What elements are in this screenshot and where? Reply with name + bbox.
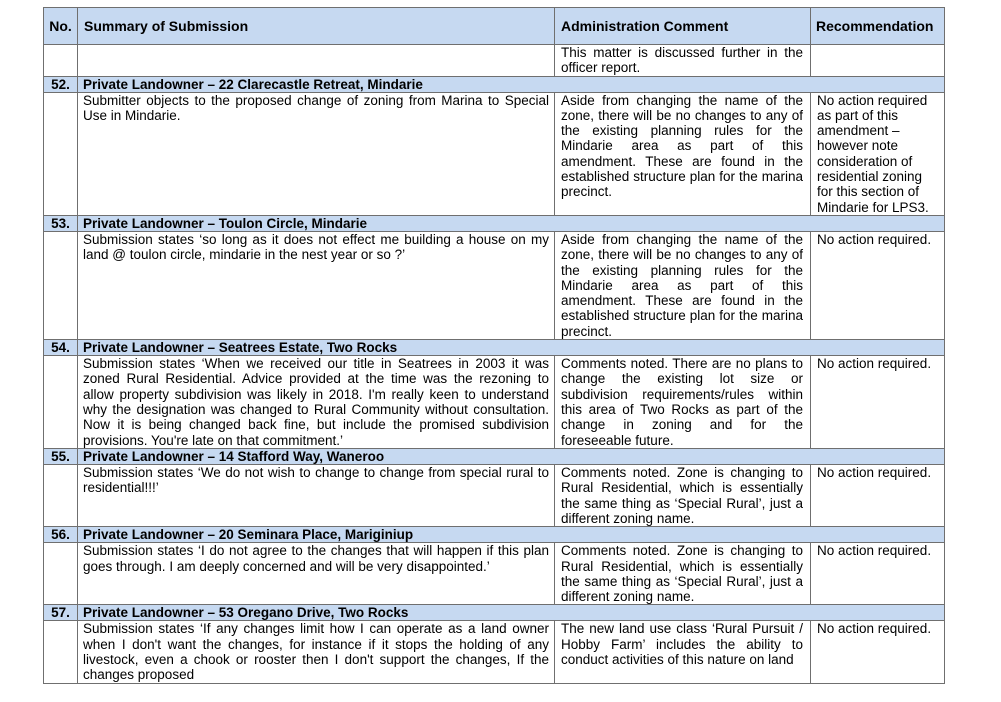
submission-table-page bbox=[43, 7, 944, 684]
entry-number: 57. bbox=[44, 605, 78, 621]
entry-body-row bbox=[44, 465, 945, 527]
entry-title-row bbox=[44, 449, 945, 465]
continuation-summary bbox=[78, 45, 555, 77]
continuation-row bbox=[44, 45, 945, 77]
entry-body-row bbox=[44, 356, 945, 449]
entry-num-cell bbox=[44, 356, 78, 449]
table-header-row bbox=[44, 8, 945, 45]
continuation-recommendation bbox=[811, 45, 945, 77]
entry-summary: Submission states ‘I do not agree to the changes that will happen if this plan goes through. I am deeply concerned and will be very disappointed.’ bbox=[78, 543, 555, 605]
entry-body-row bbox=[44, 543, 945, 605]
entry-recommendation: No action required. bbox=[811, 231, 945, 339]
entry-admin-comment: Aside from changing the name of the zone, there will be no changes to any of the existing planning rules for the Mindarie area as part of this amendment. These are found in the established structure plan for the marina precinct. bbox=[555, 231, 811, 339]
entry-summary: Submission states ‘When we received our title in Seatrees in 2003 it was zoned Rural Residential. Advice provided at the time was the rezoning to allow property subdivision was likely in 2018. I'm really keen to understand why the designation was changed to Rural Community without consultation. Now it is being changed back fine, but include the promised subdivision provisions. You're late on that commitment.’ bbox=[78, 356, 555, 449]
entry-admin-comment: Comments noted. There are no plans to change the existing lot size or subdivision requirements/rules within this area of Two Rocks as part of the change in zoning and for the foreseeable future. bbox=[555, 356, 811, 449]
entry-recommendation: No action required as part of this amendment – however note consideration of residential zoning for this section of Mindarie for LPS3. bbox=[811, 92, 945, 215]
entry-summary: Submitter objects to the proposed change of zoning from Marina to Special Use in Mindarie. bbox=[78, 92, 555, 215]
entry-body-row bbox=[44, 92, 945, 215]
entry-title-row bbox=[44, 605, 945, 621]
entry-num-cell bbox=[44, 92, 78, 215]
header-no: No. bbox=[44, 8, 78, 45]
entry-recommendation: No action required. bbox=[811, 356, 945, 449]
entry-recommendation: No action required. bbox=[811, 543, 945, 605]
entry-summary: Submission states ‘so long as it does not effect me building a house on my land @ toulon circle, mindarie in the nest year or so ?’ bbox=[78, 231, 555, 339]
entry-num-cell bbox=[44, 543, 78, 605]
entry-num-cell bbox=[44, 465, 78, 527]
entry-title: Private Landowner – Toulon Circle, Mindarie bbox=[78, 215, 945, 231]
entry-number: 56. bbox=[44, 527, 78, 543]
entry-title: Private Landowner – Seatrees Estate, Two Rocks bbox=[78, 340, 945, 356]
header-summary: Summary of Submission bbox=[78, 8, 555, 45]
entry-summary: Submission states ‘We do not wish to change to change from special rural to residential!!!’ bbox=[78, 465, 555, 527]
entry-title-row bbox=[44, 527, 945, 543]
entry-body-row bbox=[44, 621, 945, 683]
continuation-admin: This matter is discussed further in the officer report. bbox=[555, 45, 811, 77]
entry-num-cell bbox=[44, 621, 78, 683]
entry-admin-comment: Aside from changing the name of the zone, there will be no changes to any of the existing planning rules for the Mindarie area as part of this amendment. These are found in the established structure plan for the marina precinct. bbox=[555, 92, 811, 215]
entry-title-row bbox=[44, 215, 945, 231]
entry-title: Private Landowner – 22 Clarecastle Retreat, Mindarie bbox=[78, 76, 945, 92]
entry-number: 53. bbox=[44, 215, 78, 231]
entry-title: Private Landowner – 53 Oregano Drive, Two Rocks bbox=[78, 605, 945, 621]
entry-recommendation: No action required. bbox=[811, 465, 945, 527]
entry-number: 52. bbox=[44, 76, 78, 92]
entry-recommendation: No action required. bbox=[811, 621, 945, 683]
header-admin-comment: Administration Comment bbox=[555, 8, 811, 45]
submissions-table bbox=[43, 7, 945, 684]
entry-title: Private Landowner – 14 Stafford Way, Waneroo bbox=[78, 449, 945, 465]
entry-title-row bbox=[44, 76, 945, 92]
entry-title: Private Landowner – 20 Seminara Place, Mariginiup bbox=[78, 527, 945, 543]
entry-summary: Submission states ‘If any changes limit how I can operate as a land owner when I don't want the changes, for instance if it stops the holding of any livestock, even a chook or rooster then I don't support the changes, If the changes proposed bbox=[78, 621, 555, 683]
entry-number: 54. bbox=[44, 340, 78, 356]
entry-admin-comment: Comments noted. Zone is changing to Rural Residential, which is essentially the same thing as ‘Special Rural’, just a different zoning name. bbox=[555, 543, 811, 605]
entry-admin-comment: Comments noted. Zone is changing to Rural Residential, which is essentially the same thing as ‘Special Rural’, just a different zoning name. bbox=[555, 465, 811, 527]
entry-body-row bbox=[44, 231, 945, 339]
header-recommendation: Recommendation bbox=[811, 8, 945, 45]
entry-title-row bbox=[44, 340, 945, 356]
entry-num-cell bbox=[44, 231, 78, 339]
entry-number: 55. bbox=[44, 449, 78, 465]
entry-admin-comment: The new land use class ‘Rural Pursuit / Hobby Farm’ includes the ability to conduct activities of this nature on land bbox=[555, 621, 811, 683]
continuation-num-cell bbox=[44, 45, 78, 77]
